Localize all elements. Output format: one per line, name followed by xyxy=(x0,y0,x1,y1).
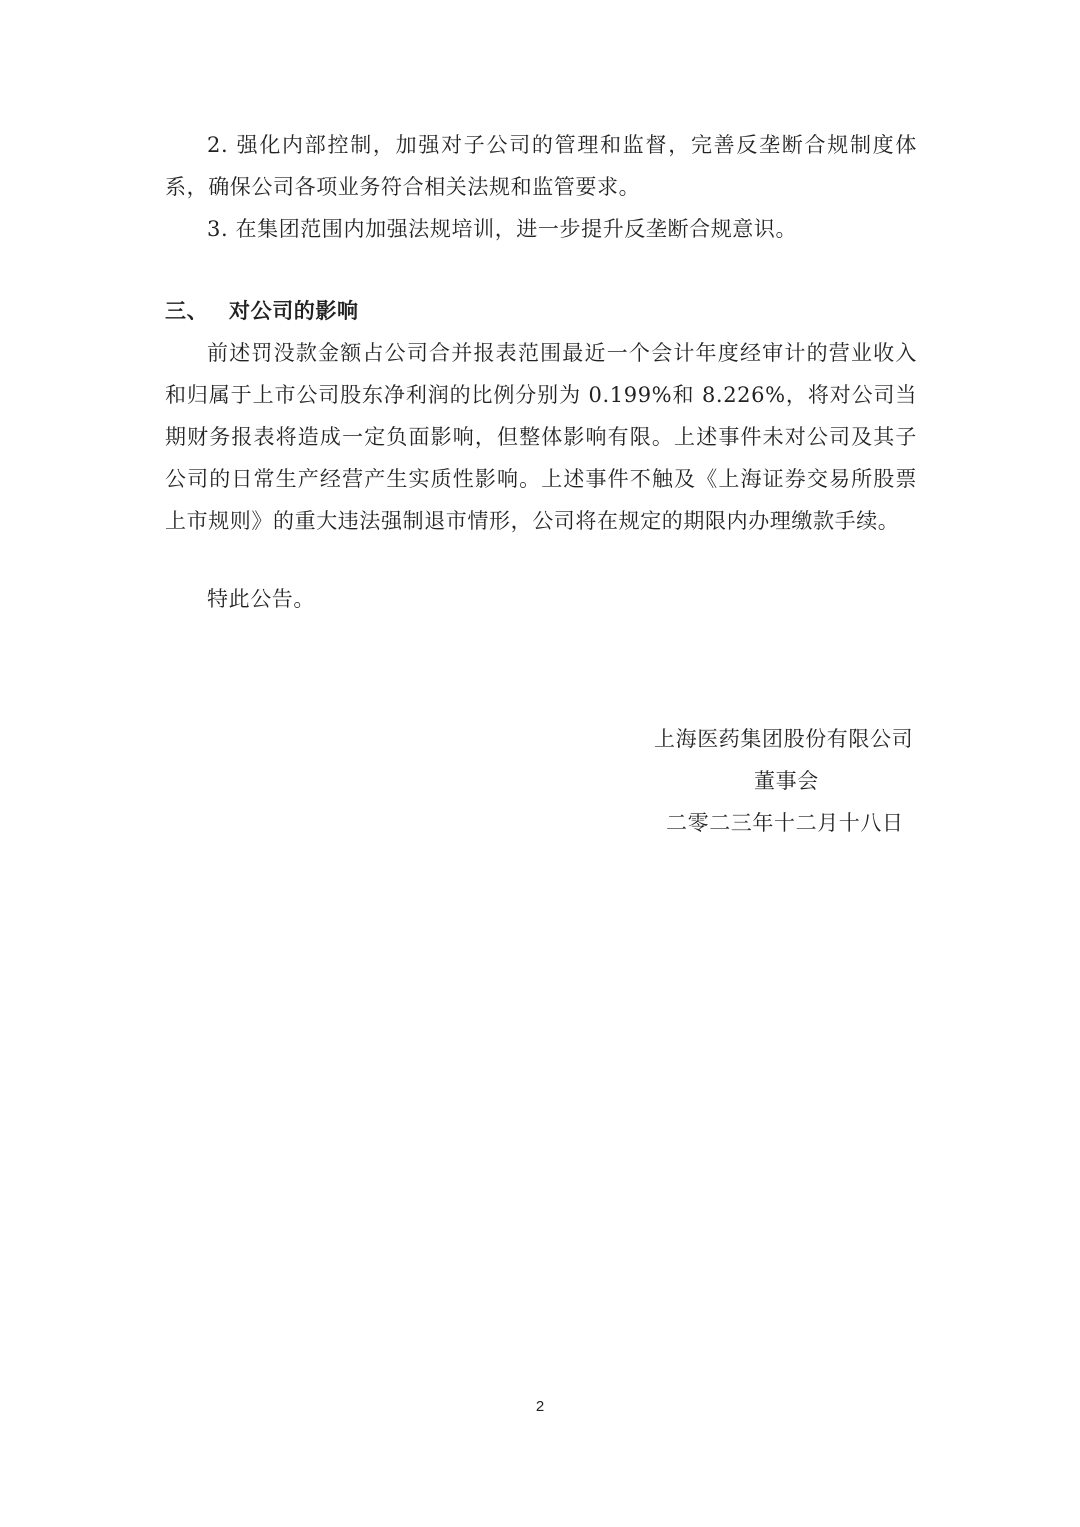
page-number: 2 xyxy=(535,1398,545,1415)
signature-date: 二零二三年十二月十八日 xyxy=(666,811,904,835)
list-item-3: 3. 在集团范围内加强法规培训，进一步提升反垄断合规意识。 xyxy=(207,217,798,241)
signature-board: 董事会 xyxy=(754,769,819,793)
closing-remark: 特此公告。 xyxy=(207,587,315,611)
section-body-paragraph: 前述罚没款金额占公司合并报表范围最近一个会计年度经审计的营业收入和归属于上市公司股东净利润的比例分别为 0.199%和 8.226%，将对公司当期财务报表将造成一定负面影响，但整体影响有限。上述事件未对公司及其子公司的日常生产经营产生实质性影响。上述事件不触及《上海证券交易所股票上市规则》的重大违法强制退市情形，公司将在规定的期限内办理缴款手续。 xyxy=(165,341,917,533)
list-item-2: 2. 强化内部控制，加强对子公司的管理和监督，完善反垄断合规制度体系，确保公司各项业务符合相关法规和监管要求。 xyxy=(165,133,917,199)
section-heading xyxy=(165,290,917,332)
section-title: 对公司的影响 xyxy=(229,299,359,323)
section-number: 三、 xyxy=(165,299,209,323)
document-body xyxy=(165,124,917,620)
signature-company: 上海医药集团股份有限公司 xyxy=(654,727,914,751)
